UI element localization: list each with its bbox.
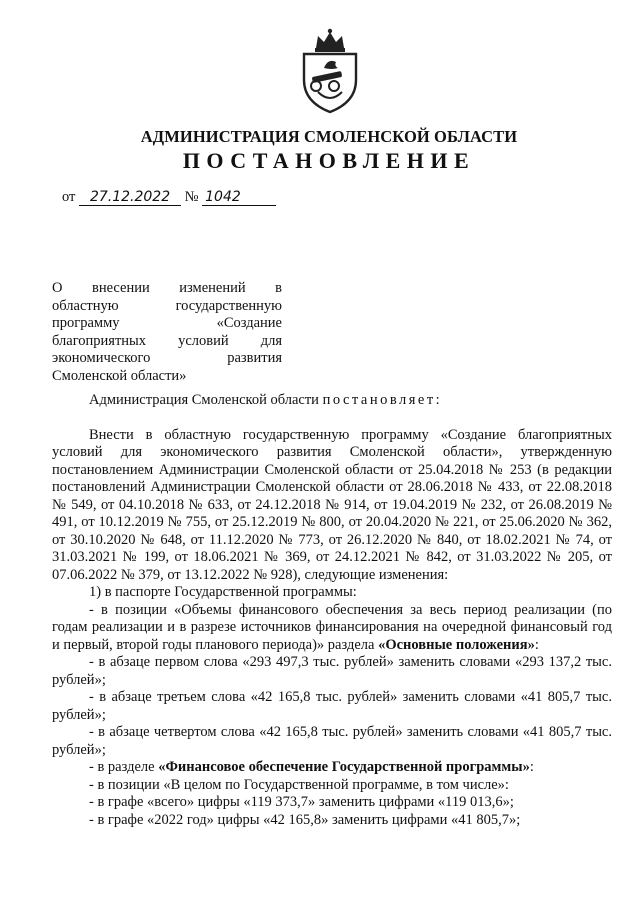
item-bold-text: «Основные положения» bbox=[378, 636, 535, 653]
preamble-spaced-word: постановляет: bbox=[322, 392, 443, 408]
subject-line: О внесении изменений в bbox=[52, 280, 282, 296]
document-subject bbox=[52, 280, 282, 385]
item-bold-text: «Финансовое обеспечение Государственной программы» bbox=[158, 759, 530, 775]
document-body bbox=[52, 392, 612, 829]
preamble-text: Администрация Смоленской области bbox=[89, 392, 323, 408]
subject-line: экономического развития bbox=[52, 350, 282, 366]
handwritten-number: 1042 bbox=[202, 189, 276, 206]
item-text: : bbox=[534, 636, 539, 653]
list-item-6 bbox=[52, 759, 612, 777]
date-prefix: от bbox=[62, 189, 76, 205]
list-item-4: - в абзаце третьем слова «42 165,8 тыс. рублей» заменить словами «41 805,7 тыс. рублей»; bbox=[52, 689, 612, 723]
item-text: - в позиции «Объемы финансового обеспечения за весь период реализации (по годам реализации и в разрезе источников финансирования на очередной финансовый год и первый, второй годы планового периода)» раздела bbox=[52, 601, 612, 653]
coat-of-arms-emblem bbox=[294, 28, 366, 114]
list-item-1: 1) в паспорте Государственной программы: bbox=[89, 584, 357, 600]
list-item-5: - в абзаце четвертом слова «42 165,8 тыс. рублей» заменить словами «41 805,7 тыс. рублей»; bbox=[52, 724, 612, 758]
subject-line: Смоленской области» bbox=[52, 367, 187, 384]
subject-line: благоприятных условий для bbox=[52, 332, 282, 349]
document-type-title: ПОСТАНОВЛЕНИЕ bbox=[182, 148, 476, 173]
preamble bbox=[52, 392, 612, 410]
list-item-7: - в позиции «В целом по Государственной программе, в том числе»: bbox=[89, 776, 509, 793]
subject-line: областную государственную bbox=[52, 297, 282, 314]
number-sign: № bbox=[184, 189, 199, 205]
handwritten-date: 27.12.2022 bbox=[79, 189, 181, 206]
date-number-line bbox=[62, 189, 276, 206]
list-item-3: - в абзаце первом слова «293 497,3 тыс. рублей» заменить словами «293 137,2 тыс. рублей»; bbox=[52, 654, 612, 688]
main-paragraph: Внести в областную государственную программу «Создание благоприятных условий для экономического развития Смоленской области», утвержденную постановлением Администрации Смоленской области от 25.04.2018 № 253 (в редакции постановлений Администрации Смоленской области от 28.06.2018 № 433, от 22.08.2018 № 549, от 04.10.2018 № 633, от 24.12.2018 № 914, от 19.04.2019 № 232, от 26.08.2019 № 491, от 10.12.2019 № 755, от 25.12.2019 № 800, от 20.04.2020 № 221, от 25.06.2020 № 362, от 30.10.2020 № 648, от 11.12.2020 № 773, от 26.12.2020 № 840, от 18.02.2021 № 74, от 31.03.2021 № 199, от 18.06.2021 № 369, от 24.12.2021 № 842, от 31.03.2022 № 205, от 07.06.2022 № 379, от 13.12.2022 № 928), следующие изменения: bbox=[52, 426, 612, 583]
subject-line: программу «Создание bbox=[52, 315, 282, 331]
list-item-2 bbox=[52, 602, 612, 655]
organization-title: АДМИНИСТРАЦИЯ СМОЛЕНСКОЙ ОБЛАСТИ bbox=[140, 127, 518, 146]
list-item-8: - в графе «всего» цифры «119 373,7» заменить цифрами «119 013,6»; bbox=[89, 794, 514, 810]
list-item-9: - в графе «2022 год» цифры «42 165,8» заменить цифрами «41 805,7»; bbox=[89, 811, 521, 828]
item-text: - в разделе bbox=[89, 759, 159, 775]
item-text: : bbox=[529, 759, 534, 775]
